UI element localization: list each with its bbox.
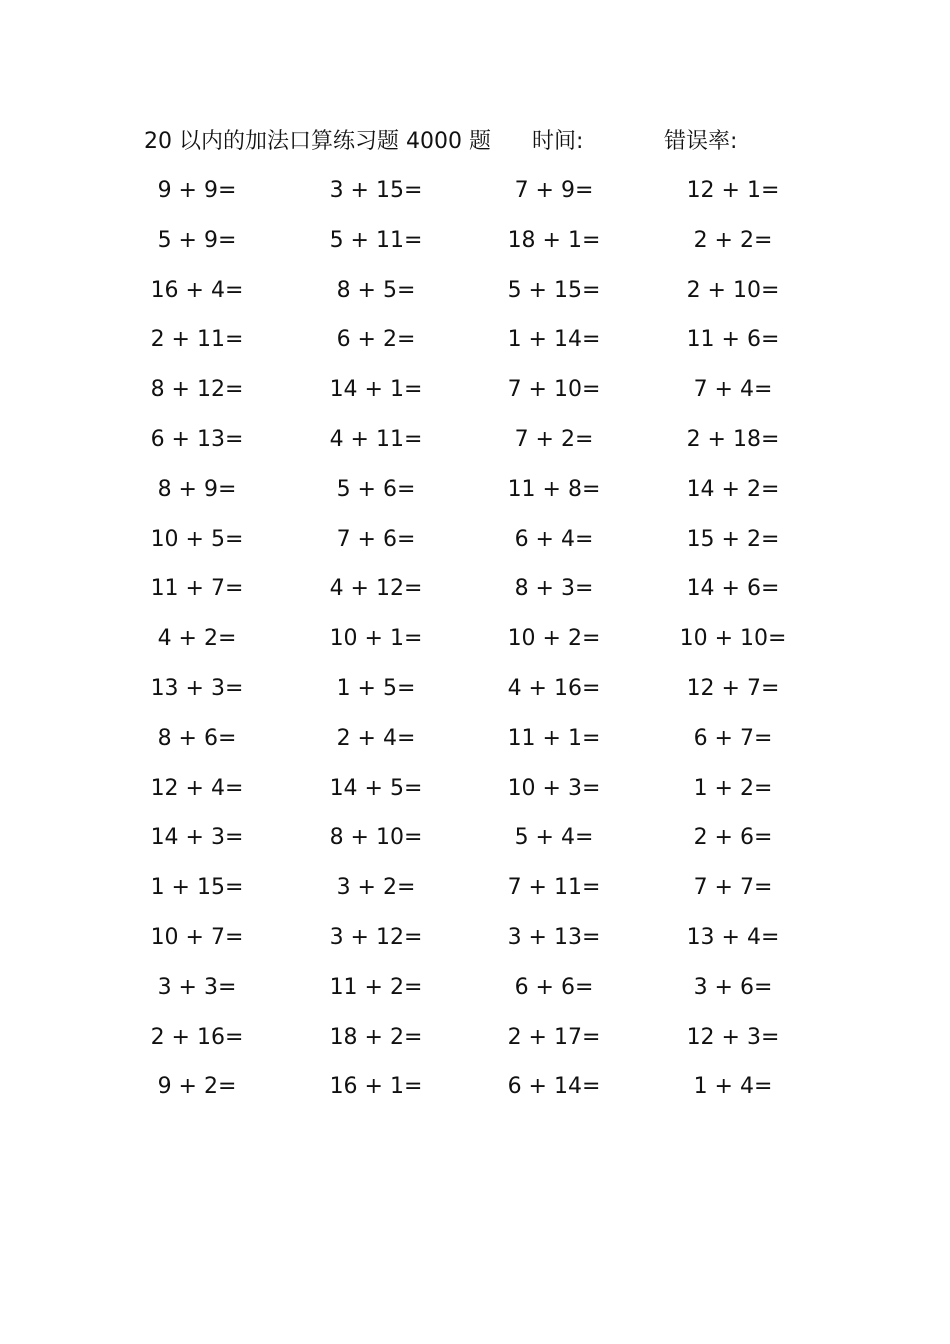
problem-item: 9 + 9= [157, 178, 237, 203]
problem-item: 10 + 10= [679, 626, 787, 652]
problem-item: 11 + 8= [507, 476, 601, 502]
problem-item: 3 + 15= [329, 178, 423, 203]
problem-item: 5 + 4= [514, 825, 594, 851]
problem-item: 2 + 2= [693, 227, 773, 253]
problem-item: 1 + 2= [693, 775, 773, 801]
problem-item: 9 + 2= [157, 1074, 237, 1100]
problem-item: 15 + 2= [686, 526, 780, 552]
worksheet-header [0, 124, 950, 160]
problem-item: 12 + 7= [686, 675, 780, 701]
problem-item: 5 + 6= [336, 476, 416, 502]
problem-row [0, 968, 950, 1018]
problem-item: 4 + 12= [329, 576, 423, 602]
problem-item: 8 + 10= [329, 825, 423, 851]
problem-row [0, 769, 950, 819]
problem-item: 18 + 2= [329, 1024, 423, 1050]
problem-row [0, 470, 950, 520]
problem-item: 1 + 15= [150, 875, 244, 901]
problem-item: 11 + 1= [507, 725, 601, 751]
problem-row [0, 619, 950, 669]
problem-item: 1 + 5= [336, 675, 416, 701]
problem-item: 5 + 9= [157, 227, 237, 253]
problem-item: 2 + 18= [686, 426, 780, 452]
problem-item: 14 + 2= [686, 476, 780, 502]
problem-item: 2 + 6= [693, 825, 773, 851]
problem-item: 7 + 2= [514, 426, 594, 452]
problem-item: 4 + 2= [157, 626, 237, 652]
problem-item: 8 + 9= [157, 476, 237, 502]
problem-item: 7 + 10= [507, 377, 601, 403]
problem-item: 8 + 6= [157, 725, 237, 751]
problem-item: 6 + 4= [514, 526, 594, 552]
problem-item: 6 + 14= [507, 1074, 601, 1100]
problem-item: 12 + 1= [686, 178, 780, 203]
problem-item: 10 + 1= [329, 626, 423, 652]
problem-item: 2 + 4= [336, 725, 416, 751]
problem-item: 6 + 7= [693, 725, 773, 751]
problem-item: 7 + 6= [336, 526, 416, 552]
problem-item: 11 + 6= [686, 327, 780, 353]
problem-row [0, 1067, 950, 1117]
problem-item: 14 + 3= [150, 825, 244, 851]
problem-row [0, 918, 950, 968]
problem-item: 18 + 1= [507, 227, 601, 253]
problem-item: 10 + 7= [150, 924, 244, 950]
problem-item: 6 + 13= [150, 426, 244, 452]
problem-item: 7 + 4= [693, 377, 773, 403]
problem-item: 12 + 4= [150, 775, 244, 801]
problem-row [0, 271, 950, 321]
problem-item: 7 + 7= [693, 875, 773, 901]
problem-item: 1 + 4= [693, 1074, 773, 1100]
problem-item: 10 + 5= [150, 526, 244, 552]
problem-item: 14 + 5= [329, 775, 423, 801]
problem-item: 3 + 6= [693, 974, 773, 1000]
problem-item: 2 + 17= [507, 1024, 601, 1050]
problem-row [0, 221, 950, 271]
problem-item: 3 + 12= [329, 924, 423, 950]
problem-item: 2 + 16= [150, 1024, 244, 1050]
problem-item: 6 + 2= [336, 327, 416, 353]
problem-item: 10 + 3= [507, 775, 601, 801]
problem-row [0, 868, 950, 918]
problem-item: 2 + 11= [150, 327, 244, 353]
problem-item: 4 + 11= [329, 426, 423, 452]
problem-item: 7 + 11= [507, 875, 601, 901]
problem-item: 8 + 12= [150, 377, 244, 403]
problem-item: 8 + 3= [514, 576, 594, 602]
problem-item: 4 + 16= [507, 675, 601, 701]
problem-row [0, 1018, 950, 1068]
problem-item: 11 + 2= [329, 974, 423, 1000]
problem-item: 6 + 6= [514, 974, 594, 1000]
problem-item: 14 + 1= [329, 377, 423, 403]
problem-row [0, 818, 950, 868]
error-rate-label: 错误率: [664, 129, 738, 154]
problem-item: 2 + 10= [686, 277, 780, 303]
problem-item: 16 + 1= [329, 1074, 423, 1100]
problem-item: 3 + 13= [507, 924, 601, 950]
problem-item: 3 + 3= [157, 974, 237, 1000]
problem-item: 5 + 11= [329, 227, 423, 253]
problem-row [0, 320, 950, 370]
problem-item: 10 + 2= [507, 626, 601, 652]
problem-row [0, 669, 950, 719]
time-label: 时间: [532, 129, 584, 154]
problem-item: 1 + 14= [507, 327, 601, 353]
problem-row [0, 520, 950, 570]
problem-item: 13 + 4= [686, 924, 780, 950]
problem-row [0, 370, 950, 420]
problem-item: 13 + 3= [150, 675, 244, 701]
problem-item: 11 + 7= [150, 576, 244, 602]
problem-row [0, 719, 950, 769]
problem-item: 16 + 4= [150, 277, 244, 303]
problem-item: 8 + 5= [336, 277, 416, 303]
problem-item: 7 + 9= [514, 178, 594, 203]
problem-item: 12 + 3= [686, 1024, 780, 1050]
problem-item: 5 + 15= [507, 277, 601, 303]
problem-row [0, 569, 950, 619]
problem-row [0, 171, 950, 221]
problem-grid [0, 171, 950, 1117]
problem-item: 14 + 6= [686, 576, 780, 602]
problem-row [0, 420, 950, 470]
worksheet-title: 20 以内的加法口算练习题 4000 题 [144, 129, 491, 154]
problem-item: 3 + 2= [336, 875, 416, 901]
